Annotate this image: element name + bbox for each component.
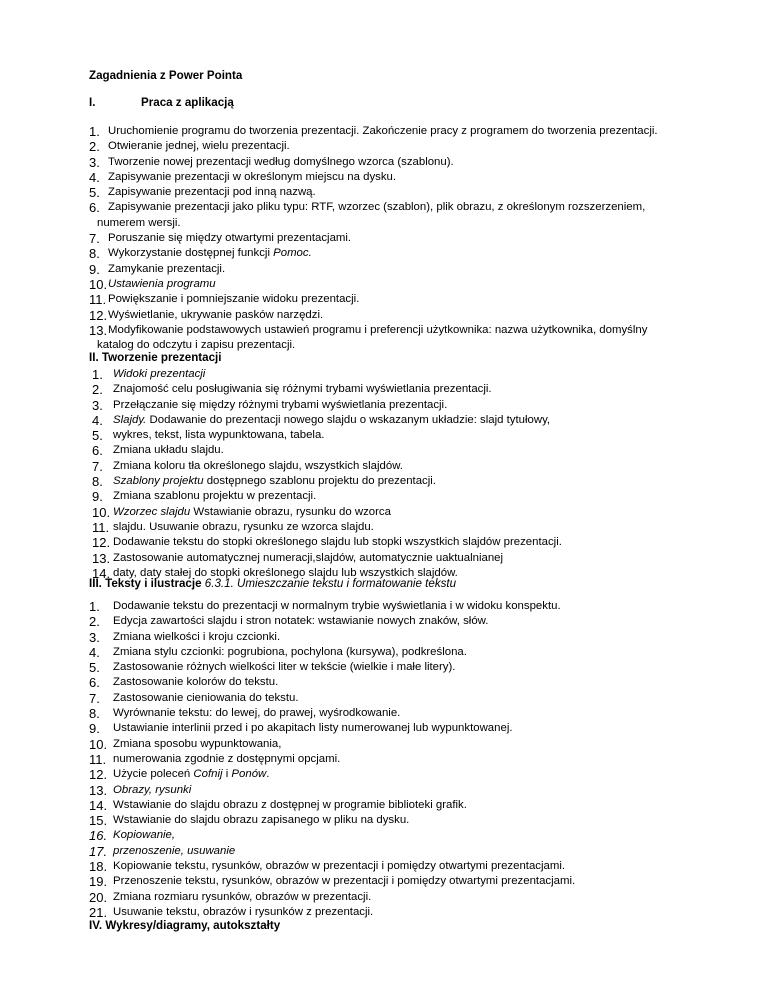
list-item-text: numerowania zgodnie z dostępnymi opcjami.: [113, 752, 341, 765]
list-item: [89, 798, 575, 813]
list-item-number: 11.: [89, 751, 107, 767]
list-item-number: 13.: [89, 782, 108, 798]
list-item-text: daty, daty stałej do stopki określonego slajdu lub wszystkich slajdów.: [113, 566, 458, 579]
list-item-number: 12.: [89, 307, 108, 323]
list-item: [89, 859, 575, 874]
list-item-number: 1.: [89, 599, 100, 614]
list-item-number: 2.: [89, 614, 100, 630]
list-item: [89, 783, 575, 798]
list-item-text: Wstawianie do slajdu obrazu z dostępnej w programie biblioteki grafik.: [113, 798, 467, 811]
list-item-text: Szablony projektu: [113, 475, 204, 488]
list-item-number: 17.: [89, 843, 108, 859]
list-item: [89, 489, 562, 504]
list-item-text: przenoszenie, usuwanie: [113, 844, 236, 857]
list-item: [89, 459, 562, 474]
section-3-subheading: 6.3.1. Umieszczanie tekstu i formatowanie tekstu: [204, 577, 457, 590]
section-3-title: III. Teksty i ilustracje: [89, 577, 202, 590]
list-item-text: i: [222, 768, 232, 781]
list-item: [89, 737, 575, 752]
list-item: [89, 382, 562, 397]
list-item-text: Użycie poleceń: [113, 768, 194, 781]
list-item-number: 19.: [89, 874, 108, 890]
document-title: Zagadnienia z Power Pointa: [89, 69, 243, 82]
list-item-text: Ustawienia programu: [108, 277, 216, 290]
list-item-number: 4.: [89, 644, 100, 660]
list-item-number: 10.: [89, 736, 108, 752]
list-item-number: 12.: [89, 767, 108, 783]
list-item: [89, 428, 562, 443]
list-item: [89, 323, 658, 338]
list-item-text: Przełączanie się między różnymi trybami wyświetlania prezentacji.: [113, 398, 448, 411]
list-item-text: Zmiana układu slajdu.: [113, 444, 224, 457]
list-item-text: Zmiana stylu czcionki: pogrubiona, pochylona (kursywa), podkreślona.: [113, 645, 467, 658]
list-item: [89, 367, 562, 382]
list-item: [89, 124, 658, 139]
list-item: [89, 660, 575, 675]
list-item: [89, 139, 658, 154]
list-item-number: 7.: [89, 231, 100, 247]
list-item-text: Kopiowanie tekstu, rysunków, obrazów w prezentacji i pomiędzy otwartymi prezentacjami.: [113, 860, 566, 873]
list-item-number: 4.: [92, 412, 103, 428]
section-2-heading: II. Tworzenie prezentacji: [89, 351, 222, 364]
list-item-text: Ponów: [231, 768, 267, 781]
list-item-number: 5.: [92, 428, 103, 444]
list-item-number: 21.: [89, 904, 108, 920]
list-item-number: 6.: [89, 200, 100, 216]
list-item-text: Wzorzec slajdu: [113, 505, 191, 518]
list-item-number: 11.: [89, 292, 107, 308]
list-item-text: Dodawanie tekstu do stopki określonego slajdu lub stopki wszystkich slajdów prezentacji.: [113, 536, 562, 549]
list-item-text: Ustawianie interlinii przed i po akapitach listy numerowanej lub wypunktowanej.: [113, 722, 513, 735]
list-item-text: Modyfikowanie podstawowych ustawień programu i preferencji użytkownika: nazwa użytkownika, domyślny: [108, 323, 648, 336]
list-item-text: Znajomość celu posługiwania się różnymi trybami wyświetlania prezentacji.: [113, 383, 492, 396]
list-item: [89, 413, 562, 428]
list-item-text: Dodawanie do prezentacji nowego slajdu o wskazanym układzie: slajd tytułowy,: [146, 413, 551, 426]
list-item-number: 3.: [89, 629, 100, 645]
list-item-continuation: numerem wersji.: [97, 216, 181, 229]
list-item: [89, 520, 562, 535]
list-item-text: Powiększanie i pomniejszanie widoku prezentacji.: [108, 293, 360, 306]
list-item: [89, 185, 658, 200]
list-item-text: wykres, tekst, lista wypunktowana, tabela.: [113, 429, 325, 442]
list-item-number: 13.: [89, 322, 108, 338]
list-item-text: Otwieranie jednej, wielu prezentacji.: [108, 140, 290, 153]
list-item-number: 6.: [89, 675, 100, 691]
list-item: [89, 630, 575, 645]
list-item-number: 2.: [89, 139, 100, 155]
list-item-text: Edycja zawartości slajdu i stron notatek: wstawianie nowych znaków, słów.: [113, 615, 489, 628]
list-item-text: Zastosowanie różnych wielkości liter w tekście (wielkie i małe litery).: [113, 661, 456, 674]
list-item: [89, 292, 658, 307]
list-item-number: 14.: [92, 565, 111, 581]
section-1-number: I.: [89, 96, 96, 109]
list-item-text: Zmiana rozmiaru rysunków, obrazów w prezentacji.: [113, 890, 372, 903]
list-item-text: Uruchomienie programu do tworzenia prezentacji. Zakończenie pracy z programem do tworzenia prezentacji.: [108, 125, 658, 137]
list-item-text: dostępnego szablonu projektu do prezentacji.: [203, 475, 436, 488]
list-item-number: 10.: [89, 276, 108, 292]
list-item-text: Zapisywanie prezentacji pod inną nazwą.: [108, 186, 316, 199]
list-item-text: Zmiana sposobu wypunktowania,: [113, 737, 282, 750]
list-item-number: 20.: [89, 889, 108, 905]
list-item: [89, 277, 658, 292]
list-item-text: Zmiana wielkości i kroju czcionki.: [113, 630, 281, 643]
list-item: [89, 535, 562, 550]
section-3-heading: [89, 577, 456, 590]
section-3-list: [89, 599, 575, 920]
list-item-number: 12.: [92, 535, 111, 551]
list-item: [89, 844, 575, 859]
section-1-title: Praca z aplikacją: [141, 96, 234, 109]
list-item: [89, 505, 562, 520]
list-item: [89, 246, 658, 261]
list-item-text: Zmiana koloru tła określonego slajdu, wszystkich slajdów.: [113, 459, 403, 472]
list-item: [89, 599, 575, 614]
list-item: [89, 645, 575, 660]
section-1-heading: [89, 96, 234, 109]
list-item: [89, 170, 658, 185]
list-item: [89, 691, 575, 706]
list-item-text: Slajdy.: [113, 413, 147, 426]
list-item-text: Tworzenie nowej prezentacji według domyślnego wzorca (szablonu).: [108, 155, 454, 168]
list-item-text: Wykorzystanie dostępnej funkcji: [108, 247, 274, 260]
list-item-number: 8.: [89, 246, 100, 262]
list-item: [89, 706, 575, 721]
list-item: [89, 262, 658, 277]
list-item: [89, 752, 575, 767]
list-item-number: 15.: [89, 813, 108, 829]
list-item-text: Zastosowanie automatycznej numeracji,slajdów, automatycznie uaktualnianej: [113, 551, 504, 564]
list-item-number: 14.: [89, 797, 108, 813]
list-item-number: 16.: [89, 828, 108, 844]
list-item-number: 3.: [92, 397, 103, 413]
list-item: [89, 828, 575, 843]
list-item: [89, 890, 575, 905]
list-item: [89, 874, 575, 889]
list-item-text: Zmiana szablonu projektu w prezentacji.: [113, 490, 317, 503]
list-item-number: 2.: [92, 382, 103, 398]
list-item-number: 11.: [92, 519, 110, 535]
list-item-text: Dodawanie tekstu do prezentacji w normalnym trybie wyświetlania i w widoku konspektu.: [113, 600, 561, 612]
list-item-text: Zapisywanie prezentacji w określonym miejscu na dysku.: [108, 170, 397, 183]
list-item-text: Pomoc.: [273, 247, 312, 260]
section-1-list: [89, 124, 658, 353]
list-item: [89, 155, 658, 170]
list-item-number: 13.: [92, 550, 111, 566]
list-item-text: Zastosowanie cieniowania do tekstu.: [113, 691, 299, 704]
list-item-text: Wyświetlanie, ukrywanie pasków narzędzi.: [108, 308, 324, 321]
list-item: [89, 398, 562, 413]
list-item: [89, 813, 575, 828]
list-item-text: Zamykanie prezentacji.: [108, 262, 226, 275]
list-item-text: .: [266, 768, 270, 781]
list-item: [89, 474, 562, 489]
list-item-number: 7.: [92, 458, 103, 474]
list-item-number: 9.: [89, 721, 100, 737]
list-item: [89, 551, 562, 566]
list-item-continuation: katalog do odczytu i zapisu prezentacji.: [97, 339, 296, 352]
list-item: [89, 231, 658, 246]
list-item-number: 3.: [89, 154, 100, 170]
list-item-text: Wstawianie do slajdu obrazu zapisanego w pliku na dysku.: [113, 814, 410, 827]
list-item-text: Obrazy, rysunki: [113, 783, 192, 796]
list-item: [89, 200, 658, 215]
list-item: [89, 443, 562, 458]
list-item-number: 9.: [92, 489, 103, 505]
list-item-number: 18.: [89, 859, 108, 875]
list-item: [89, 767, 575, 782]
list-item-number: 8.: [89, 706, 100, 722]
list-item-number: 9.: [89, 261, 100, 277]
list-item-number: 1.: [89, 124, 100, 139]
list-item-text: slajdu. Usuwanie obrazu, rysunku ze wzorca slajdu.: [113, 520, 374, 533]
list-item-text: Wstawianie obrazu, rysunku do wzorca: [190, 505, 391, 518]
list-item-text: Przenoszenie tekstu, rysunków, obrazów w prezentacji i pomiędzy otwartymi prezentacjami.: [113, 875, 576, 888]
list-item-number: 5.: [89, 185, 100, 201]
list-item-text: Widoki prezentacji: [113, 368, 206, 380]
section-2-list: [89, 367, 562, 581]
list-item-text: Zastosowanie kolorów do tekstu.: [113, 676, 279, 689]
list-item-number: 1.: [92, 367, 103, 382]
list-item-number: 6.: [92, 443, 103, 459]
list-item-text: Usuwanie tekstu, obrazów i rysunków z prezentacji.: [113, 905, 374, 918]
list-item-number: 8.: [92, 474, 103, 490]
list-item: [89, 905, 575, 920]
list-item-number: 5.: [89, 660, 100, 676]
list-item-number: 4.: [89, 169, 100, 185]
list-item: [89, 721, 575, 736]
list-item-number: 10.: [92, 504, 111, 520]
list-item-number: 7.: [89, 690, 100, 706]
list-item-text: Zapisywanie prezentacji jako pliku typu: RTF, wzorzec (szablon), plik obrazu, z określonym rozszerzeniem,: [108, 201, 646, 214]
section-4-heading: IV. Wykresy/diagramy, autokształty: [89, 919, 281, 932]
list-item: [89, 308, 658, 323]
list-item-text: Poruszanie się między otwartymi prezentacjami.: [108, 232, 352, 245]
list-item-text: Kopiowanie,: [113, 829, 176, 842]
list-item: [89, 675, 575, 690]
list-item-text: Wyrównanie tekstu: do lewej, do prawej, wyśrodkowanie.: [113, 707, 401, 720]
list-item: [89, 614, 575, 629]
list-item-text: Cofnij: [193, 768, 223, 781]
